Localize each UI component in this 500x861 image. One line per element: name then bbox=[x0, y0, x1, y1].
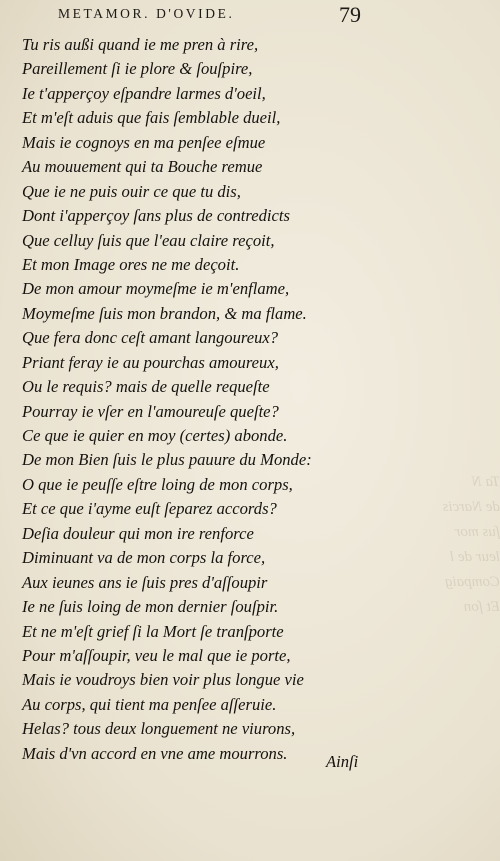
verse-line: Au mouuement qui ta Bouche remue bbox=[22, 157, 263, 177]
verse-line: Deſia douleur qui mon ire renforce bbox=[22, 523, 254, 543]
show-through-text: Ta N de Narcis ſus mor leur de l Compaig Et ſon bbox=[442, 474, 500, 615]
verse-line: Pourray ie vſer en l'amoureuſe queſte? bbox=[22, 401, 279, 421]
verse-line: Mais ie voudroys bien voir plus longue vie bbox=[22, 670, 304, 690]
verse-line: Helas? tous deux longuement ne viurons, bbox=[22, 719, 296, 739]
verse-line: Et mon Image ores ne me deçoit. bbox=[22, 254, 240, 274]
verse-line: Ie ne ſuis loing de mon dernier ſouſpir. bbox=[22, 597, 279, 617]
running-title: METAMOR. D'OVIDE. bbox=[58, 6, 235, 21]
verse-line: Tu ris außi quand ie me pren à rire, bbox=[22, 35, 259, 54]
running-head bbox=[0, 2, 500, 27]
poem-text bbox=[22, 33, 362, 766]
page-number: 79 bbox=[339, 2, 361, 27]
verse-line: Et m'eſt aduis que fais ſemblable dueil, bbox=[22, 108, 281, 128]
verse-line: Mais ie cognoys en ma penſee eſmue bbox=[22, 132, 266, 152]
verse-line: Que ie ne puis ouir ce que tu dis, bbox=[22, 181, 241, 201]
verse-line: Mais d'vn accord en vne ame mourrons. bbox=[22, 743, 288, 763]
verse-line: Dont i'apperçoy ſans plus de contredicts bbox=[22, 206, 290, 226]
verse-line: Pour m'aſſoupir, veu le mal que ie porte, bbox=[22, 645, 291, 665]
verse-line: Au corps, qui tient ma penſee aſſeruie. bbox=[22, 694, 277, 714]
verse-line: Diminuant va de mon corps la force, bbox=[22, 548, 266, 568]
verse-line: De mon amour moymeſme ie m'enflame, bbox=[22, 279, 290, 299]
verse-line: Et ne m'eſt grief ſi la Mort ſe tranſporte bbox=[22, 621, 284, 641]
verse-line: Moymeſme ſuis mon brandon, & ma flame. bbox=[22, 303, 307, 323]
catchword: Ainſi bbox=[326, 752, 359, 771]
verse-line: Et ce que i'ayme euſt ſeparez accords? bbox=[22, 499, 277, 519]
verse-line: Que celluy ſuis que l'eau claire reçoit, bbox=[22, 230, 275, 250]
verse-line: Priant feray ie au pourchas amoureux, bbox=[22, 352, 279, 372]
verse-line: Ou le requis? mais de quelle requeſte bbox=[22, 377, 270, 397]
verse-line: Que fera donc ceſt amant langoureux? bbox=[22, 328, 279, 348]
verse-line: Aux ieunes ans ie ſuis pres d'aſſoupir bbox=[22, 572, 268, 592]
verse-line: O que ie peuſſe eſtre loing de mon corps, bbox=[22, 474, 293, 494]
verse-line: De mon Bien ſuis le plus pauure du Monde: bbox=[22, 450, 312, 470]
verse-line: Pareillement ſi ie plore & ſouſpire, bbox=[22, 59, 253, 79]
verse-line: Ce que ie quier en moy (certes) abonde. bbox=[22, 426, 288, 445]
verse-line: Ie t'apperçoy eſpandre larmes d'oeil, bbox=[22, 83, 266, 103]
